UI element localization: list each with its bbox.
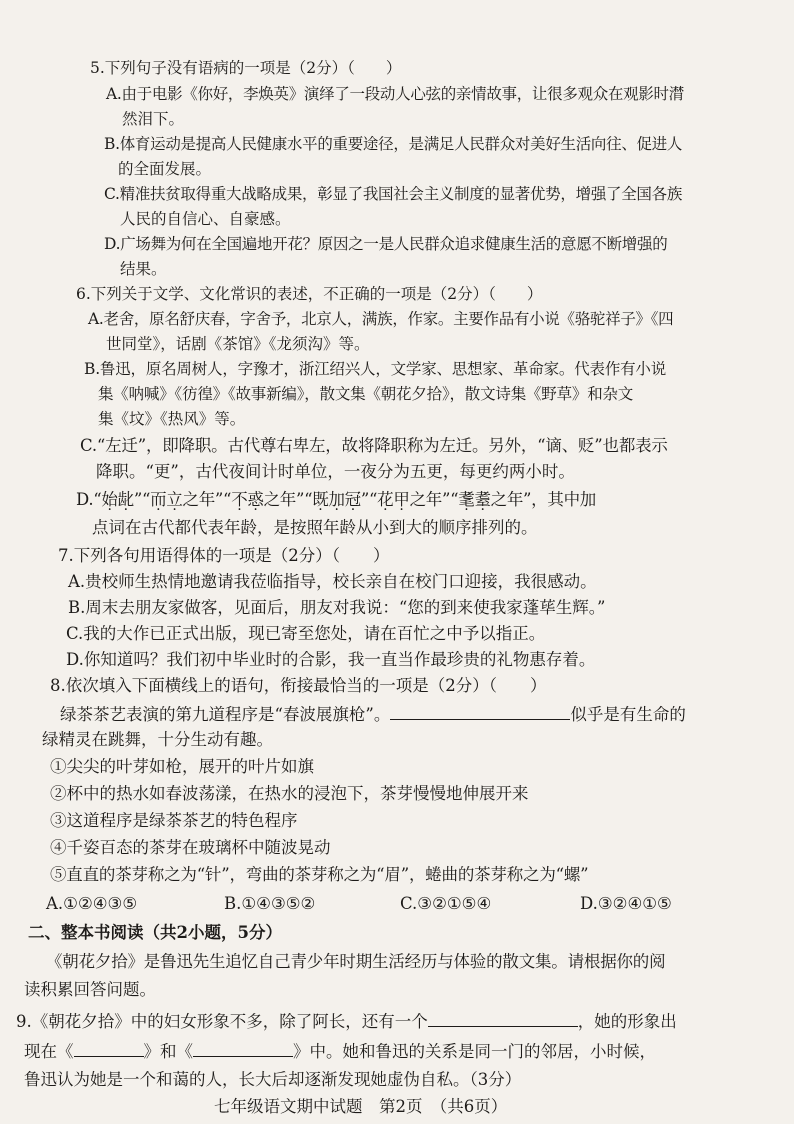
q6-option-c-line2: 降职。“更”，古代夜间计时单位，一夜分为五更，每更约两小时。 (96, 462, 575, 481)
q6-option-b-line1: B.鲁迅，原名周树人，字豫才，浙江绍兴人，文学家、思想家、革命家。代表作有小说 (84, 360, 667, 378)
q5-option-b-line2: 的全面发展。 (118, 160, 212, 178)
q6-option-b-line2: 集《呐喊》《彷徨》《故事新编》，散文集《朝花夕拾》，散文诗集《野草》和杂文 (98, 385, 634, 403)
q6-option-c-line1: C.“左迁”，即降职。古代尊右卑左，故将降职称为左迁。另外，“谪、贬”也都表示 (80, 436, 668, 455)
q9-line3: 鲁迅认为她是一个和蔼的人，长大后却逐渐发现她虚伪自私。（3分） (24, 1070, 522, 1089)
q8-sentence-5: ⑤直直的茶芽称之为“针”，弯曲的茶芽称之为“眉”，蜷曲的茶芽称之为“螺” (50, 865, 589, 884)
q8-passage-line2: 绿精灵在跳舞，十分生动有趣。 (42, 730, 273, 749)
q8-sentence-1: ①尖尖的叶芽如枪，展开的叶片如旗 (50, 757, 314, 776)
q5-option-a-line2: 然泪下。 (122, 110, 185, 128)
q6-option-d-line1: D.“始龀”“而立之年”“不惑之年”“既加冠”“花甲之年”“耄耋之年”，其中加 (76, 490, 596, 509)
q6-option-d-line2: 点词在古代都代表年龄，是按照年龄从小到大的顺序排列的。 (92, 518, 538, 537)
q8-option-c: C.③②①⑤④ (400, 894, 492, 913)
q8-stem: 8.依次填入下面横线上的语句，衔接最恰当的一项是（2分）（ ） (50, 676, 547, 695)
q9-blank-essay2[interactable] (193, 1040, 293, 1057)
q6-option-b-line3: 集《坟》《热风》等。 (98, 410, 246, 428)
q6-stem: 6.下列关于文学、文化常识的表述，不正确的一项是（2分）（ ） (76, 285, 543, 303)
q7-option-b: B.周末去朋友家做客，见面后，朋友对我说：“您的到来使我家蓬荜生辉。” (68, 598, 606, 617)
q5-option-c-line1: C.精准扶贫取得重大战略成果，彰显了我国社会主义制度的显著优势，增强了全国各族 (104, 185, 683, 203)
q5-option-a-line1: A.由于电影《你好，李焕英》演绎了一段动人心弦的亲情故事，让很多观众在观影时潸 (106, 85, 684, 103)
q5-option-b-line1: B.体育运动是提高人民健康水平的重要途径，是满足人民群众对美好生活向往、促进人 (104, 135, 683, 153)
section-2-heading: 二、整本书阅读（共2小题，5分） (28, 923, 282, 942)
q5-option-d-line1: D.广场舞为何在全国遍地开花？原因之一是人民群众追求健康生活的意愿不断增强的 (104, 235, 668, 253)
q9-blank-character[interactable] (428, 1010, 578, 1027)
q8-option-a: A.①②④③⑤ (46, 894, 138, 913)
q8-sentence-2: ②杯中的热水如春波荡漾，在热水的浸泡下，茶芽慢慢地伸展开来 (50, 784, 529, 803)
q7-option-c: C.我的大作已正式出版，现已寄至您处，请在百忙之中予以指正。 (66, 624, 546, 643)
q6-option-a-line2: 世同堂》，话剧《茶馆》《龙须沟》等。 (106, 335, 370, 353)
page-footer: 七年级语文期中试题 第2页 （共6页） (214, 1097, 508, 1116)
q5-option-d-line2: 结果。 (120, 260, 167, 278)
q5-stem: 5.下列句子没有语病的一项是（2分）（ ） (90, 59, 402, 77)
q9-line1: 9.《朝花夕拾》中的妇女形象不多，除了阿长，还有一个 ，她的形象出 (16, 1012, 677, 1031)
q9-blank-essay1[interactable] (74, 1040, 144, 1057)
q9-line2: 现在《 》和《 》中。她和鲁迅的关系是同一门的邻居，小时候， (24, 1042, 656, 1061)
q6-option-a-line1: A.老舍，原名舒庆春，字舍予，北京人，满族，作家。主要作品有小说《骆驼祥子》《四 (88, 310, 674, 328)
q8-option-d: D.③②④①⑤ (580, 894, 672, 913)
section-2-intro-line1: 《朝花夕拾》是鲁迅先生追忆自己青少年时期生活经历与体验的散文集。请根据你的阅 (46, 952, 666, 971)
q8-answer-blank[interactable] (390, 703, 570, 720)
q7-stem: 7.下列各句用语得体的一项是（2分）（ ） (58, 546, 390, 565)
section-2-intro-line2: 读积累回答问题。 (24, 980, 156, 999)
q7-option-d: D.你知道吗？我们初中毕业时的合影，我一直当作最珍贵的礼物惠存着。 (66, 650, 596, 669)
q8-sentence-3: ③这道程序是绿茶茶艺的特色程序 (50, 811, 298, 830)
q7-option-a: A.贵校师生热情地邀请我莅临指导，校长亲自在校门口迎接，我很感动。 (68, 572, 597, 591)
q5-option-c-line2: 人民的自信心、自豪感。 (120, 210, 291, 228)
q8-passage-line1: 绿茶茶艺表演的第九道程序是“春波展旗枪”。 似乎是有生命的 (60, 705, 686, 724)
q8-sentence-4: ④千姿百态的茶芽在玻璃杯中随波晃动 (50, 838, 331, 857)
q8-option-b: B.①④③⑤② (224, 894, 316, 913)
